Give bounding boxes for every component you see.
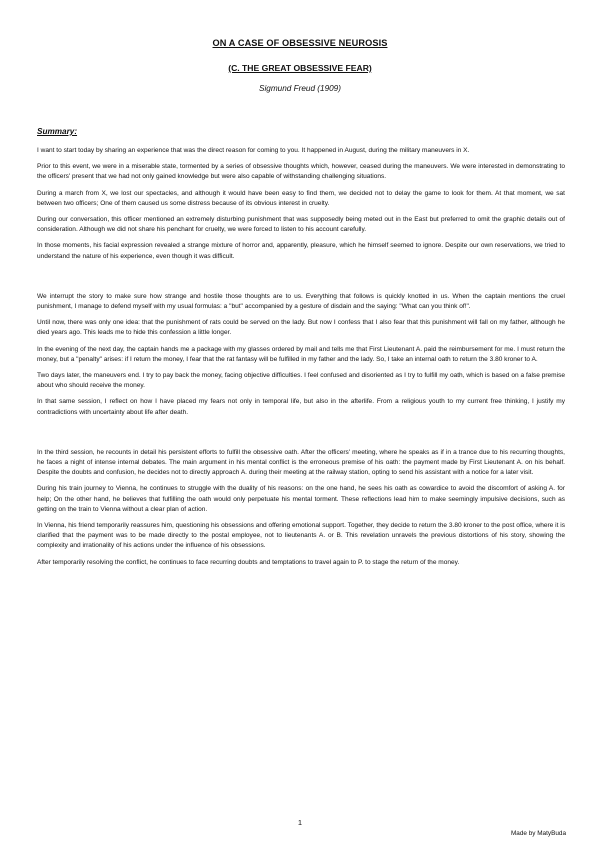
paragraph: In those moments, his facial expression revealed a strange mixture of horror and, apparently, pleasure, which he himself seemed to ignore. Despite our own reservations, we tried to understand the nature of his experience, even though it was difficult.: [37, 242, 565, 260]
paragraph: Prior to this event, we were in a miserable state, tormented by a series of obsessive thoughts which, however, ceased during the maneuvers. We were interested in demonstrating to the officers' present that we had not only gained knowledge but were also capable of withstanding challenging situations.: [37, 163, 565, 181]
document-author: Sigmund Freud (1909): [259, 84, 341, 93]
document-title: ON A CASE OF OBSESSIVE NEUROSIS: [212, 38, 388, 48]
paragraph: During a march from X, we lost our spectacles, and although it would have been easy to find them, we decided not to delay the game to look for them. At that moment, we sat between two officers; One of them caused us some distress because of its obvious interest in cruelty.: [37, 189, 565, 207]
summary-heading: Summary:: [37, 127, 78, 136]
paragraph: During our conversation, this officer mentioned an extremely disturbing punishment that was supposedly being meted out in the East but preferred to omit the graphic details out of consideration. Although we did not share his penchant for cruelty, we were forced to listen to his account carefully.: [37, 216, 565, 234]
document-body: [37, 146, 565, 574]
page-number: 1: [297, 818, 303, 827]
paragraph: After temporarily resolving the conflict, he continues to face recurring doubts and temptations to travel again to P. to stage the return of the money.: [37, 558, 460, 566]
section-gap: [37, 424, 565, 448]
document-subtitle: (C. THE GREAT OBSESSIVE FEAR): [228, 63, 372, 73]
section-gap: [37, 268, 565, 292]
paragraph: We interrupt the story to make sure how strange and hostile those thoughts are to us. Everything that follows is quickly knotted in us. When the captain mentions the cruel punishment, I manage to defend myself with my usual formulas: a "but" accompanied by a gesture of disdain and the saying: "What can you think of!".: [37, 292, 565, 311]
paragraph: In the evening of the next day, the captain hands me a package with my glasses ordered by mail and tells me that First Lieutenant A. paid the reimbursement for me. I must return the money, but a "penalty" arises: if I return the money, I fear that the rat fantasy will be fulfilled in my father and the lady. So, I take an internal oath to return the 3.80 kroner to A.: [37, 345, 565, 363]
paragraph: In that same session, I reflect on how I have placed my fears not only in temporal life, but also in the afterlife. From a religious youth to my current free thinking, I justify my contradictions with uncertainty about life after death.: [37, 398, 565, 416]
paragraph: In the third session, he recounts in detail his persistent efforts to fulfill the obsessive oath. After the officers' meeting, where he speaks as if in a trance due to his recurring thoughts, he faces a night of intense internal debates. The main argument in his mental conflict is the erroneous premise of his oath: the payment made by First Lieutenant A. on his behalf. Despite the doubts and confusion, he decides not to directly approach A. during their meeting at the railway station, opting to send his assistant with a notice for a later visit.: [37, 448, 565, 477]
paragraph: Two days later, the maneuvers end. I try to pay back the money, facing objective difficulties. I feel confused and disoriented as I try to fulfill my oath, which is based on a false premise about who should receive the money.: [37, 372, 565, 390]
paragraph: In Vienna, his friend temporarily reassures him, questioning his obsessions and offering emotional support. Together, they decide to return the 3.80 kroner to the post office, where it is clarified that the payment was to be made directly to the postal employee, not to lieutenants A. or B. This revelation unravels the previous distortions of his story, showing the complexity and irrationality of his actions under the influence of his obsessions.: [37, 522, 565, 550]
paragraph: Until now, there was only one idea: that the punishment of rats could be served on the lady. But now I confess that I also fear that this punishment will fall on my father, although he died years ago. This leads me to hide this confession a little longer.: [37, 319, 565, 337]
paragraph: I want to start today by sharing an experience that was the direct reason for coming to you. It happened in August, during the military maneuvers in X.: [37, 147, 470, 154]
paragraph: During his train journey to Vienna, he continues to struggle with the duality of his reasons: on the one hand, he sees his oath as cowardice to avoid the discomfort of asking A. for help; On the other hand, he believes that fulfilling the oath would only perpetuate his mental torment. These reflections lead him to make seemingly impulsive decisions, such as getting on the train to Vienna without a clear plan of action.: [37, 485, 565, 513]
author-credit: Made by MatyBuda: [510, 830, 566, 837]
